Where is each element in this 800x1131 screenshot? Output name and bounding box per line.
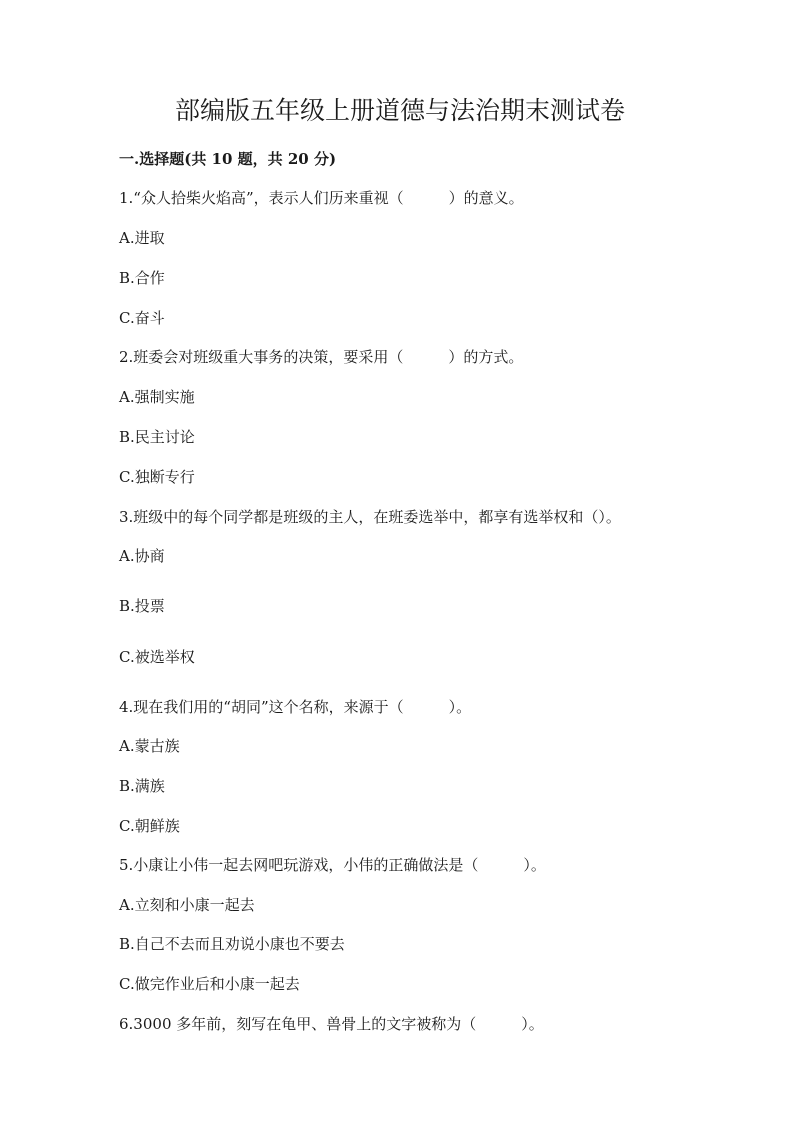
question-4-stem: 4.现在我们用的“胡同”这个名称，来源于（ ）。	[119, 698, 472, 716]
question-3-option-b: B.投票	[119, 597, 165, 615]
question-2-option-c: C.独断专行	[119, 468, 195, 486]
question-3-stem: 3.班级中的每个同学都是班级的主人，在班委选举中，都享有选举权和（）。	[119, 508, 621, 526]
question-5-option-c: C.做完作业后和小康一起去	[119, 975, 300, 993]
question-4-option-a: A.蒙古族	[119, 737, 180, 755]
question-4-option-b: B.满族	[119, 777, 165, 795]
question-5-stem: 5.小康让小伟一起去网吧玩游戏，小伟的正确做法是（ ）。	[119, 856, 546, 874]
question-1-option-b: B.合作	[119, 269, 165, 287]
question-1-stem: 1.“众人拾柴火焰高”，表示人们历来重视（ ）的意义。	[119, 189, 524, 207]
question-4-option-c: C.朝鲜族	[119, 817, 180, 835]
question-6-stem: 6.3000 多年前，刻写在龟甲、兽骨上的文字被称为（ ）。	[119, 1015, 544, 1033]
page-title: 部编版五年级上册道德与法治期末测试卷	[174, 96, 625, 125]
question-1-option-c: C.奋斗	[119, 309, 165, 327]
question-2-option-b: B.民主讨论	[119, 428, 195, 446]
question-2-stem: 2.班委会对班级重大事务的决策，要采用（ ）的方式。	[119, 348, 524, 366]
question-1-option-a: A.进取	[119, 229, 165, 247]
question-2-option-a: A.强制实施	[119, 388, 195, 406]
section-heading: 一.选择题(共 10 题，共 20 分)	[119, 150, 337, 168]
question-5-option-a: A.立刻和小康一起去	[119, 896, 255, 914]
question-5-option-b: B.自己不去而且劝说小康也不要去	[119, 935, 345, 953]
question-3-option-a: A.协商	[119, 547, 165, 565]
question-3-option-c: C.被选举权	[119, 648, 195, 666]
